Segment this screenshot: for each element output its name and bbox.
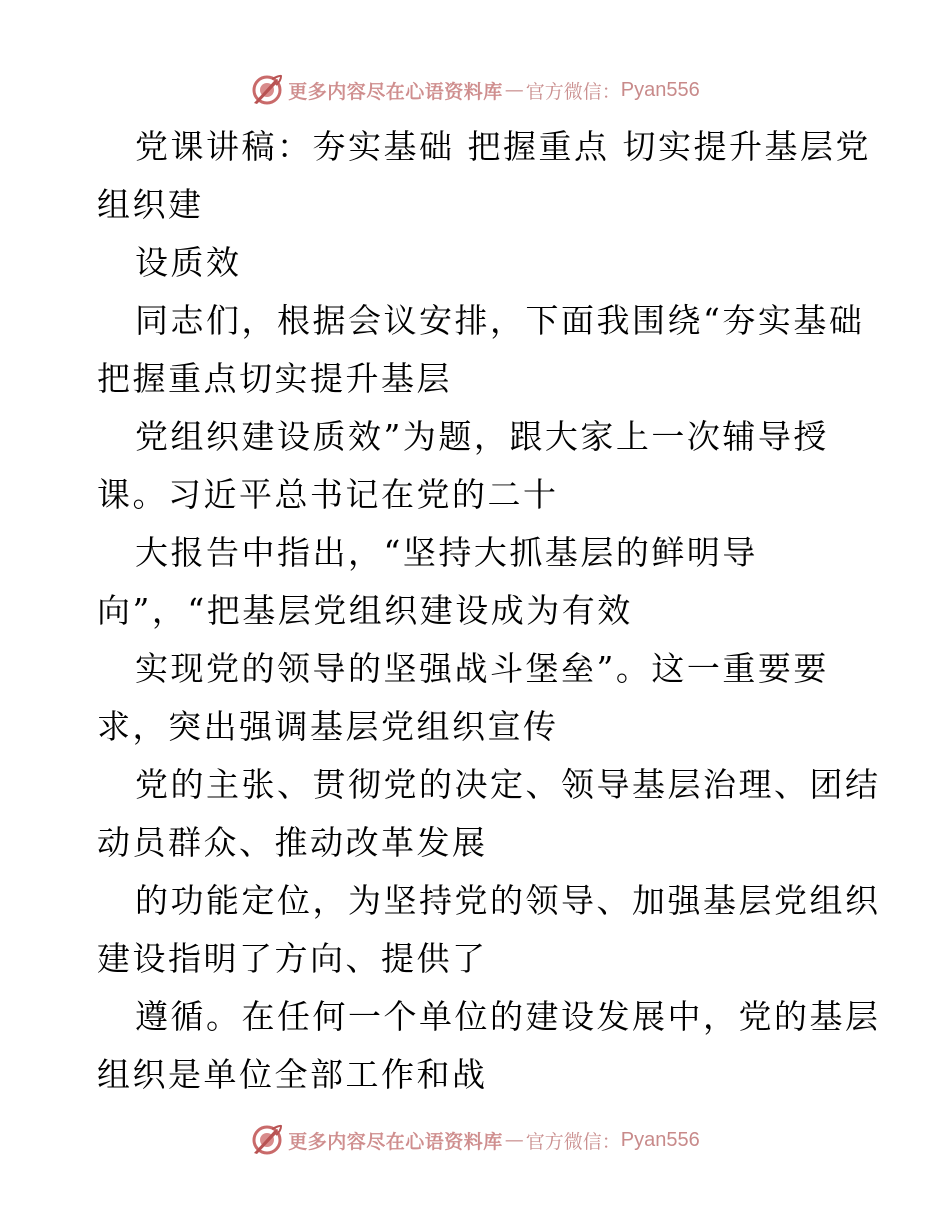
text-line: 党的主张、贯彻党的决定、领导基层治理、团结	[135, 765, 881, 804]
footer-watermark	[0, 1120, 950, 1160]
watermark-label: 官方微信：	[525, 1130, 621, 1153]
watermark-main-text: 更多内容尽在心语资料库	[288, 1130, 503, 1153]
text-line: 的功能定位，为坚持党的领导、加强基层党组织	[135, 881, 881, 920]
quill-pen-logo-icon	[250, 1123, 284, 1157]
watermark-label: 官方微信：	[525, 80, 621, 103]
watermark-wechat-id: Pyan556	[620, 1128, 700, 1151]
text-line: 把握重点切实提升基层	[97, 359, 452, 398]
quill-pen-logo-icon	[250, 73, 284, 107]
text-line: 建设指明了方向、提供了	[97, 939, 488, 978]
text-line: 向”，“把基层党组织建设成为有效	[97, 591, 633, 630]
text-line: 动员群众、推动改革发展	[97, 823, 488, 862]
text-line: 遵循。在任何一个单位的建设发展中，党的基层	[135, 997, 881, 1036]
header-watermark	[0, 70, 950, 110]
text-line: 求，突出强调基层党组织宣传	[97, 707, 559, 746]
text-line: 组织建	[97, 185, 204, 224]
text-line: 组织是单位全部工作和战	[97, 1055, 488, 1094]
text-line: 大报告中指出，“坚持大抓基层的鲜明导	[135, 533, 758, 572]
watermark-separator: —	[504, 1129, 524, 1151]
watermark-main-text: 更多内容尽在心语资料库	[288, 80, 503, 103]
watermark-separator: —	[504, 79, 524, 101]
text-line: 实现党的领导的坚强战斗堡垒”。这一重要要	[135, 649, 829, 688]
text-line: 党组织建设质效”为题，跟大家上一次辅导授	[135, 417, 829, 456]
text-line: 同志们，根据会议安排，下面我围绕“夯实基础	[135, 301, 865, 340]
text-line: 党课讲稿：夯实基础 把握重点 切实提升基层党	[135, 127, 871, 166]
text-line: 设质效	[135, 243, 242, 282]
text-line: 课。习近平总书记在党的二十	[97, 475, 559, 514]
document-body	[97, 118, 881, 1104]
watermark-wechat-id: Pyan556	[620, 78, 700, 101]
